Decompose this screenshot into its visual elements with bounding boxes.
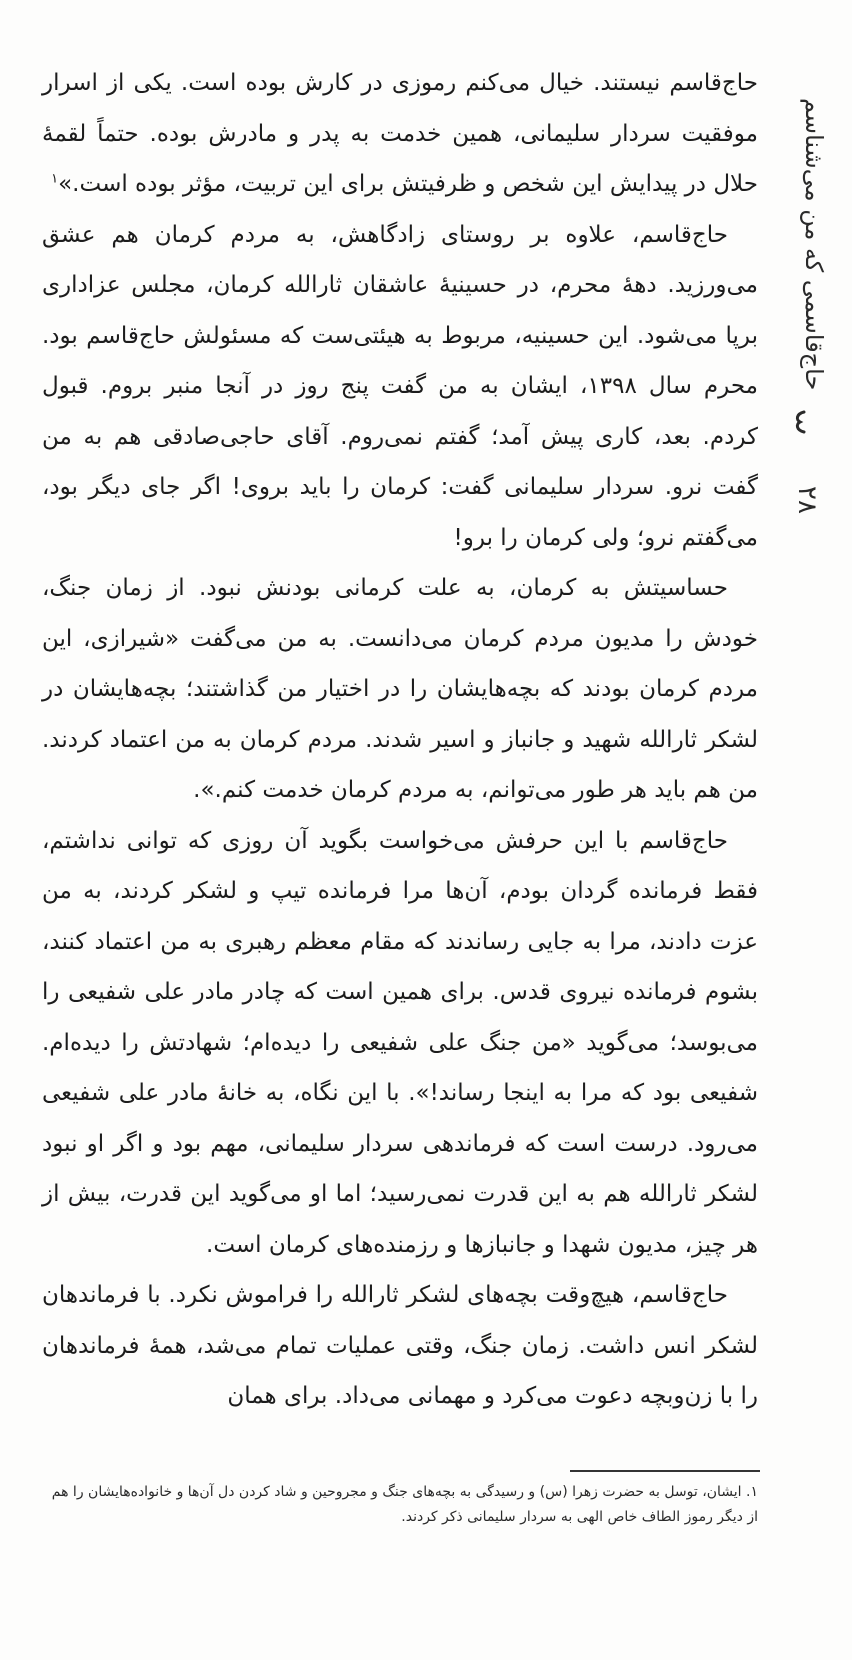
footnote-divider [570, 1470, 760, 1472]
running-head [770, 98, 842, 638]
footnote-marker: ۱ [51, 171, 59, 187]
paragraph: حاج‌قاسم با این حرفش می‌خواست بگوید آن روزی که توانی نداشتم، فقط فرمانده گردان بودم، آن‌ها مرا فرمانده تیپ و لشکر کردند، به من عزت دادند، مرا به جایی رساندند که مقام معظم رهبری به من اعتماد کنند، بشوم فرمانده نیروی قدس. برای همین است که چادر مادر علی شفیعی را می‌بوسد؛ می‌گوید «من جنگ علی شفیعی را دیده‌ام؛ شهادتش را دیده‌ام. شفیعی بود که مرا به اینجا رساند!». با این نگاه، به خانهٔ مادر علی شفیعی می‌رود. درست است که فرماندهی سردار سلیمانی، مهم بود و اگر او نبود لشکر ثارالله هم به این قدرت نمی‌رسید؛ اما او می‌گوید این قدرت، بیش از هر چیز، مدیون شهدا و جانبازها و رزمنده‌های کرمان است. [42, 827, 758, 1258]
paragraph: حاج‌قاسم، علاوه بر روستای زادگاهش، به مردم کرمان هم عشق می‌ورزید. دههٔ محرم، در حسینیهٔ عاشقان ثارالله کرمان، مجلس عزاداری برپا می‌شود. این حسینیه، مربوط به هیئتی‌ست که مسئولش حاج‌قاسم بود. محرم سال ۱۳۹۸، ایشان به من گفت پنج روز در آنجا منبر بروم. قبول کردم. بعد، کاری پیش آمد؛ گفتم نمی‌روم. آقای حاجی‌صادقی هم به من گفت نرو. سردار سلیمانی گفت: کرمان را باید بروی! اگر جای دیگر بود، می‌گفتم نرو؛ ولی کرمان را برو! [42, 221, 758, 551]
main-text [42, 58, 758, 1422]
running-head-title: حاج‌قاسمی که من می‌شناسم [800, 98, 828, 391]
bracket-ornament-icon [790, 410, 810, 434]
paragraph [42, 58, 758, 210]
page-number: ۲۸ [792, 486, 822, 514]
paragraph: حساسیتش به کرمان، به علت کرمانی بودنش نبود. از زمان جنگ، خودش را مدیون مردم کرمان می‌دانست. به من می‌گفت «شیرازی، این مردم کرمان بودند که بچه‌هایشان را در اختیار من گذاشتند؛ بچه‌هایشان در لشکر ثارالله شهید و جانباز و اسیر شدند. مردم کرمان به من اعتماد کردند. من هم باید هر طور می‌توانم، به مردم کرمان خدمت کنم.». [42, 575, 758, 803]
footnote: ۱. ایشان، توسل به حضرت زهرا (س) و رسیدگی به بچه‌های جنگ و مجروحین و شاد کردن دل آن‌ها و خانواده‌هایشان را هم از دیگر رموز الطاف خاص الهی به سردار سلیمانی ذکر کردند. [51, 1484, 758, 1525]
paragraph: حاج‌قاسم، هیچ‌وقت بچه‌های لشکر ثارالله را فراموش نکرد. با فرماندهان لشکر انس داشت. زمان جنگ، وقتی عملیات تمام می‌شد، همهٔ فرماندهان را با زن‌وبچه دعوت می‌کرد و مهمانی می‌داد. برای همان [42, 1282, 758, 1409]
paragraph-text: حاج‌قاسم نیستند. خیال می‌کنم رموزی در کارش بوده است. یکی از اسرار موفقیت سردار سلیمانی، همین خدمت به پدر و مادرش بوده. حتماً لقمهٔ حلال در پیدایش این شخص و ظرفیتش برای این تربیت، مؤثر بوده است.» [42, 70, 758, 197]
